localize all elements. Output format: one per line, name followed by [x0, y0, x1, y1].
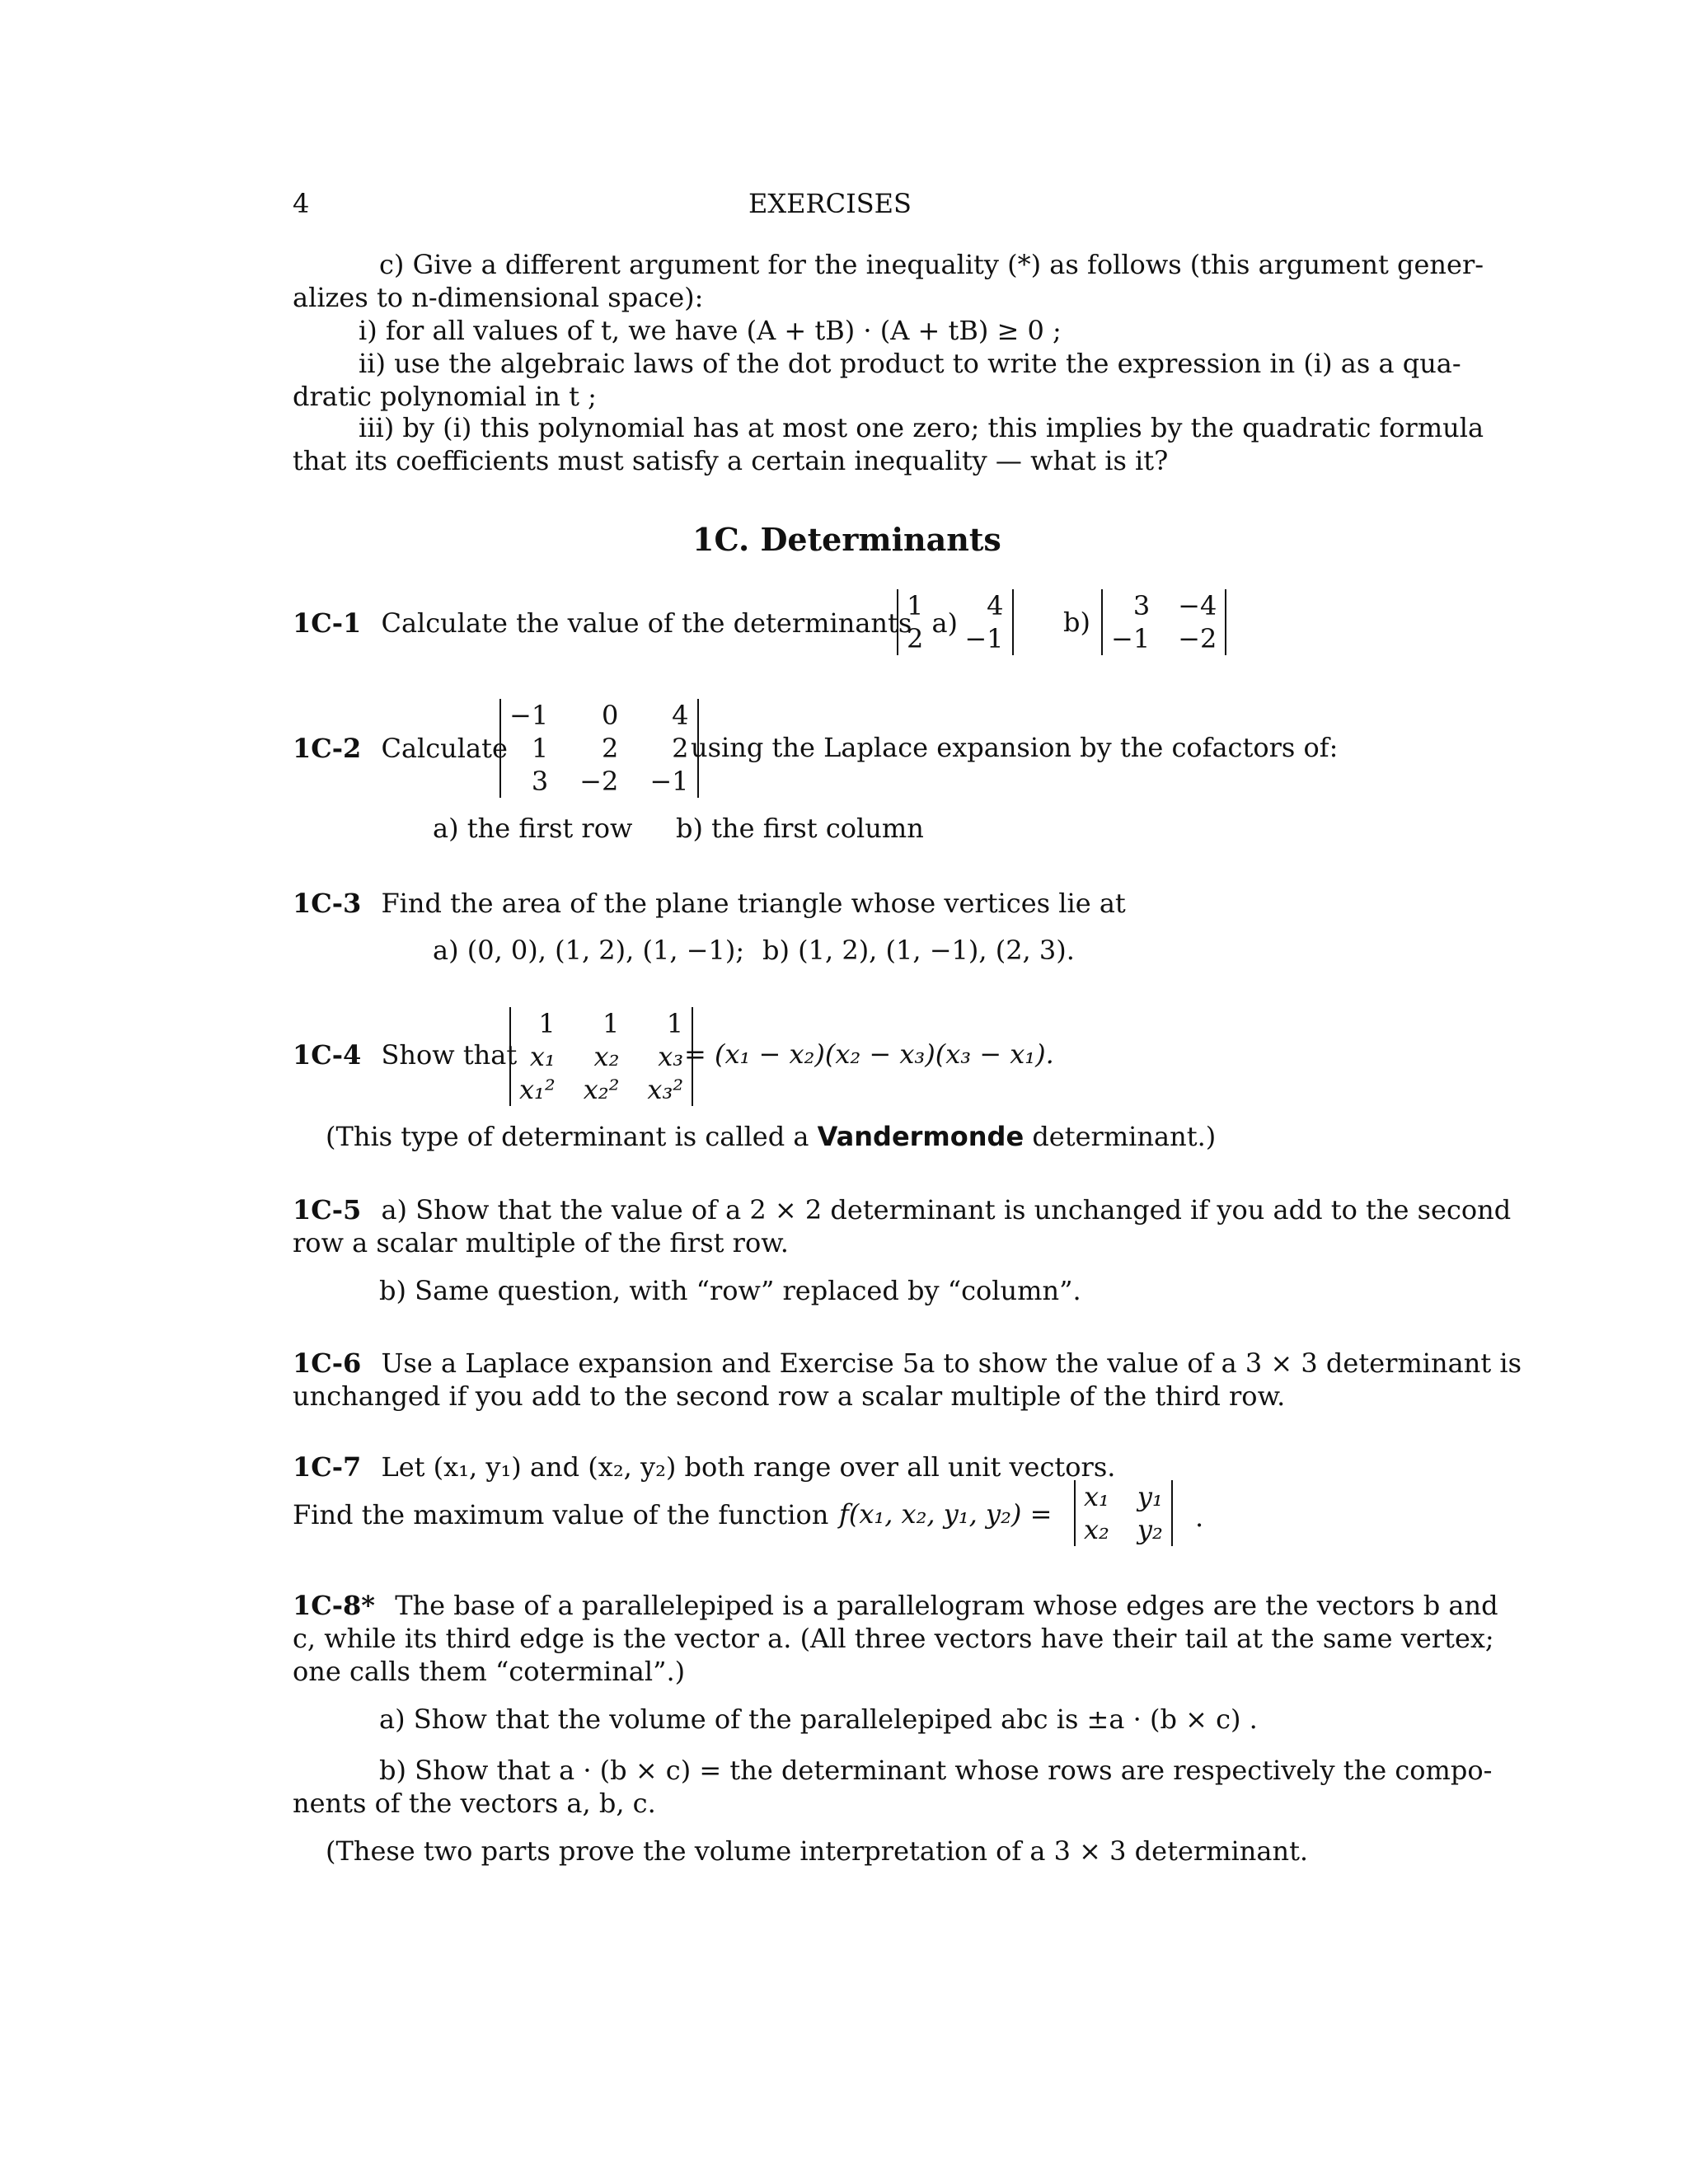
part-b: b) the first column — [676, 813, 924, 844]
part-a-line1: a) Show that the value of a 2 × 2 determinant is unchanged if you add to the second — [381, 1194, 1512, 1226]
exercise-label: 1C-5 — [293, 1194, 362, 1226]
exercise-label: 1C-3 — [293, 888, 362, 919]
part-b-line1: b) Show that a · (b × c) = the determinant whose rows are respectively the compo- — [379, 1755, 1493, 1786]
exercise-text-line3: one calls them “coterminal”.) — [293, 1656, 686, 1687]
exercise-1c-1 — [293, 607, 958, 640]
determinant-1c-1-b: 3 −4 −1 −2 — [1101, 589, 1226, 655]
period: . — [1195, 1502, 1204, 1533]
exercise-1c-7 — [293, 1451, 1115, 1483]
exercise-1c-2 — [293, 732, 508, 765]
exercise-text: Show that — [381, 1039, 518, 1071]
part-a-line2: row a scalar multiple of the first row. — [293, 1227, 789, 1258]
running-title: EXERCISES — [748, 188, 912, 219]
exercise-text-line2: Find the maximum value of the function — [293, 1499, 829, 1530]
part-b-label: b) — [1063, 607, 1090, 638]
exercise-text-line1: The base of a parallelepiped is a parallelogram whose edges are the vectors b and — [395, 1590, 1498, 1621]
vandermonde-term: Vandermonde — [817, 1121, 1025, 1152]
part-c-line2: alizes to n-dimensional space): — [293, 282, 704, 313]
part-a: a) (0, 0), (1, 2), (1, −1); — [433, 935, 745, 966]
determinant-vandermonde: 1 1 1 x₁ x₂ x₃ x₁² x₂² x₃² — [509, 1007, 693, 1106]
exercise-text: Find the area of the plane triangle whose vertices lie at — [381, 888, 1126, 919]
determinant-1c-1-a: 1 4 2 −1 — [897, 589, 1014, 655]
part-c-line1: c) Give a different argument for the inequality (*) as follows (this argument gener- — [379, 249, 1484, 280]
exercise-text-line1: Let (x₁, y₁) and (x₂, y₂) both range over all unit vectors. — [381, 1451, 1116, 1483]
part-b: b) (1, 2), (1, −1), (2, 3). — [762, 935, 1075, 966]
exercise-text-line2: unchanged if you add to the second row a scalar multiple of the third row. — [293, 1380, 1286, 1412]
exercise-1c-4 — [293, 1038, 517, 1071]
part-a: a) the first row — [433, 813, 633, 844]
part-c-iii-line2: that its coefficients must satisfy a certain inequality — what is it? — [293, 445, 1169, 476]
exercise-text-post: using the Laplace expansion by the cofactors of: — [691, 732, 1339, 763]
exercise-1c-8 — [293, 1589, 1498, 1622]
determinant-1c-7: x₁ y₁ x₂ y₂ — [1074, 1480, 1173, 1546]
part-a-label: a) — [931, 607, 959, 639]
exercise-1c-6 — [293, 1347, 1522, 1380]
part-c-ii-line1: ii) use the algebraic laws of the dot product to write the expression in (i) as a qua- — [359, 348, 1461, 379]
determinant-1c-2: −1 0 4 1 2 2 3 −2 −1 — [499, 699, 699, 798]
volume-note: (These two parts prove the volume interpretation of a 3 × 3 determinant. — [326, 1835, 1309, 1867]
vandermonde-note: (This type of determinant is called a Vandermonde determinant.) — [326, 1121, 1217, 1152]
part-c-ii-line2: dratic polynomial in t ; — [293, 381, 597, 412]
exercise-text: Calculate — [381, 733, 508, 764]
part-a: a) Show that the volume of the parallelepiped abc is ±a · (b × c) . — [379, 1704, 1258, 1735]
section-title: 1C. Determinants — [692, 521, 1001, 558]
part-b: b) Same question, with “row” replaced by “column”. — [379, 1275, 1081, 1306]
part-b-line2: nents of the vectors a, b, c. — [293, 1788, 656, 1819]
exercise-text: Calculate the value of the determinants — [381, 607, 912, 639]
exercise-text-line1: Use a Laplace expansion and Exercise 5a to show the value of a 3 × 3 determinant is — [381, 1347, 1522, 1379]
exercise-text-line2: c, while its third edge is the vector a. (All three vectors have their tail at the same vertex; — [293, 1623, 1494, 1654]
exercise-label: 1C-1 — [293, 607, 362, 639]
function-expression: f(x₁, x₂, y₁, y₂) = — [839, 1498, 1053, 1530]
part-c-i: i) for all values of t, we have (A + tB) · (A + tB) ≥ 0 ; — [359, 315, 1062, 346]
part-c-iii-line1: iii) by (i) this polynomial has at most one zero; this implies by the quadratic formula — [359, 412, 1484, 443]
exercise-label: 1C-7 — [293, 1451, 362, 1483]
exercise-1c-5 — [293, 1193, 1511, 1226]
vandermonde-rhs: = (x₁ − x₂)(x₂ − x₃)(x₃ − x₁). — [684, 1038, 1054, 1070]
exercise-label: 1C-6 — [293, 1347, 362, 1379]
exercise-label: 1C-8* — [293, 1590, 376, 1621]
page-number: 4 — [293, 188, 310, 219]
exercise-1c-3 — [293, 887, 1126, 920]
exercise-label: 1C-2 — [293, 733, 362, 764]
exercise-label: 1C-4 — [293, 1039, 362, 1071]
